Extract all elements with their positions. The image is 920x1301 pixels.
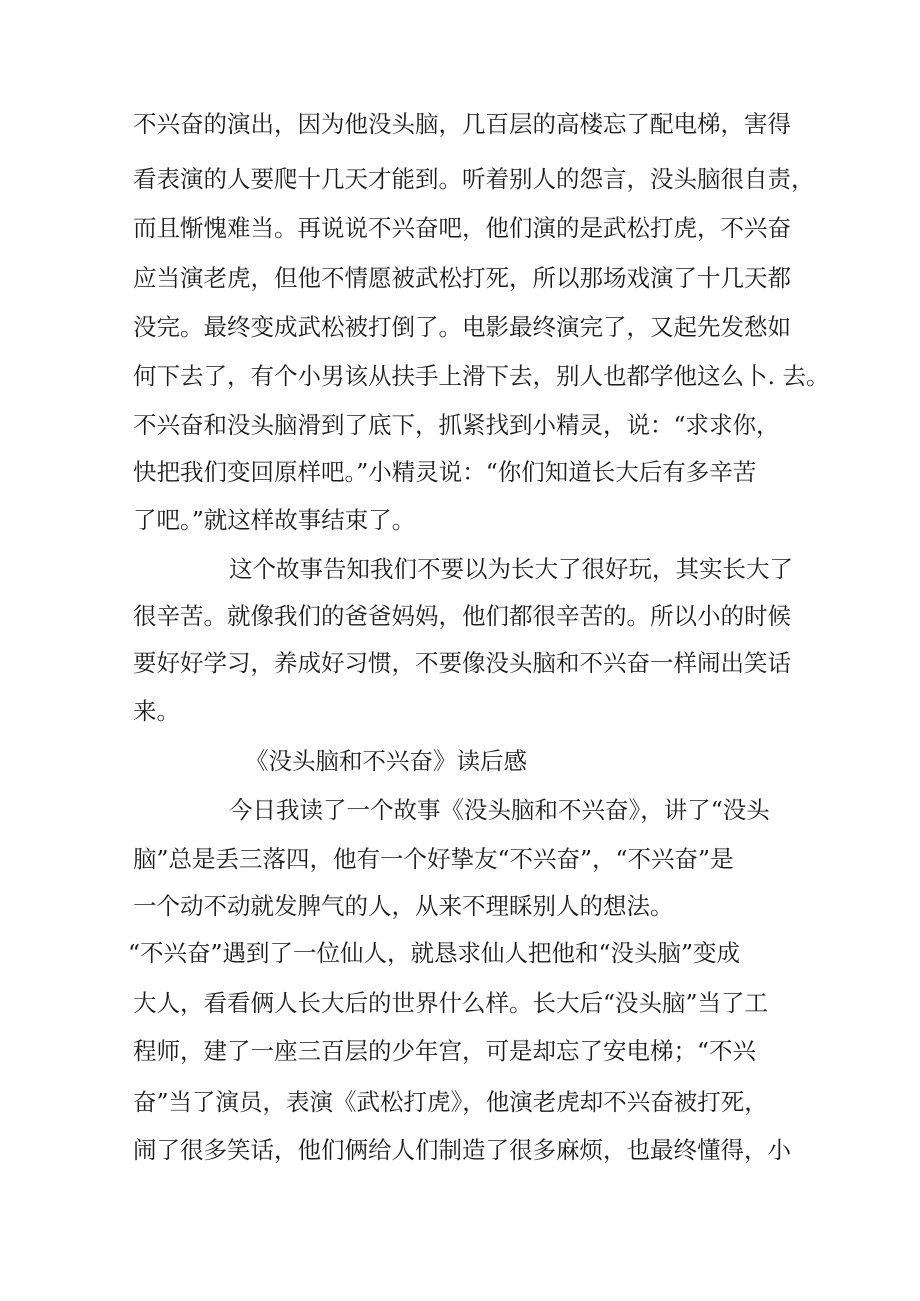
text-line: 了吧。”就这样故事结束了。 xyxy=(133,506,416,534)
text-line: 程师，建了一座三百层的少年宫，可是却忘了安电梯；“不兴 xyxy=(133,1037,757,1065)
text-line: 而且惭愧难当。再说说不兴奋吧，他们演的是武松打虎，不兴奋 xyxy=(133,214,791,242)
paragraph-first-line: 这个故事告知我们不要以为长大了很好玩，其实长大了 xyxy=(229,555,793,583)
text-line: 来。 xyxy=(133,697,180,725)
text-line: 应当演老虎，但他不情愿被武松打死，所以那场戏演了十几天都 xyxy=(133,264,791,292)
text-line: 脑”总是丢三落四，他有一个好挚友“不兴奋”，“不兴奋”是 xyxy=(133,845,734,873)
text-line: 何下去了，有个小男该从扶手上滑下去，别人也都学他这么卜. 去。 xyxy=(133,362,830,390)
text-line: 不兴奋的演出，因为他没头脑，几百层的高楼忘了配电梯，害得 xyxy=(133,110,791,138)
text-line: 快把我们变回原样吧。”小精灵说：“你们知道长大后有多辛苦 xyxy=(133,458,757,486)
text-line: 没完。最终变成武松被打倒了。电影最终演完了，又起先发愁如 xyxy=(133,313,791,341)
paragraph-first-line: 今日我读了一个故事《没头脑和不兴奋》，讲了“没头 xyxy=(229,796,770,824)
section-title: 《没头脑和不兴奋》读后感 xyxy=(245,747,527,775)
text-line: 大人，看看俩人长大后的世界什么样。长大后“没头脑”当了工 xyxy=(133,989,769,1017)
text-line: 不兴奋和没头脑滑到了底下，抓紧找到小精灵，说：“求求你， xyxy=(133,411,780,439)
text-line: 很辛苦。就像我们的爸爸妈妈，他们都很辛苦的。所以小的时候 xyxy=(133,602,791,630)
text-line: 看表演的人要爬十几天才能到。听着别人的怨言，没头脑很自责， xyxy=(133,165,815,193)
text-line: 闹了很多笑话，他们俩给人们制造了很多麻烦，也最终懂得，小 xyxy=(133,1136,791,1164)
text-line: 要好好学习，养成好习惯，不要像没头脑和不兴奋一样闹出笑话 xyxy=(133,649,791,677)
text-line: 一个动不动就发脾气的人，从来不理睬别人的想法。 xyxy=(133,892,674,920)
text-line: “不兴奋”遇到了一位仙人，就恳求仙人把他和“没头脑”变成 xyxy=(128,939,741,967)
text-line: 奋”当了演员，表演《武松打虎》，他演老虎却不兴奋被打死， xyxy=(133,1088,768,1116)
